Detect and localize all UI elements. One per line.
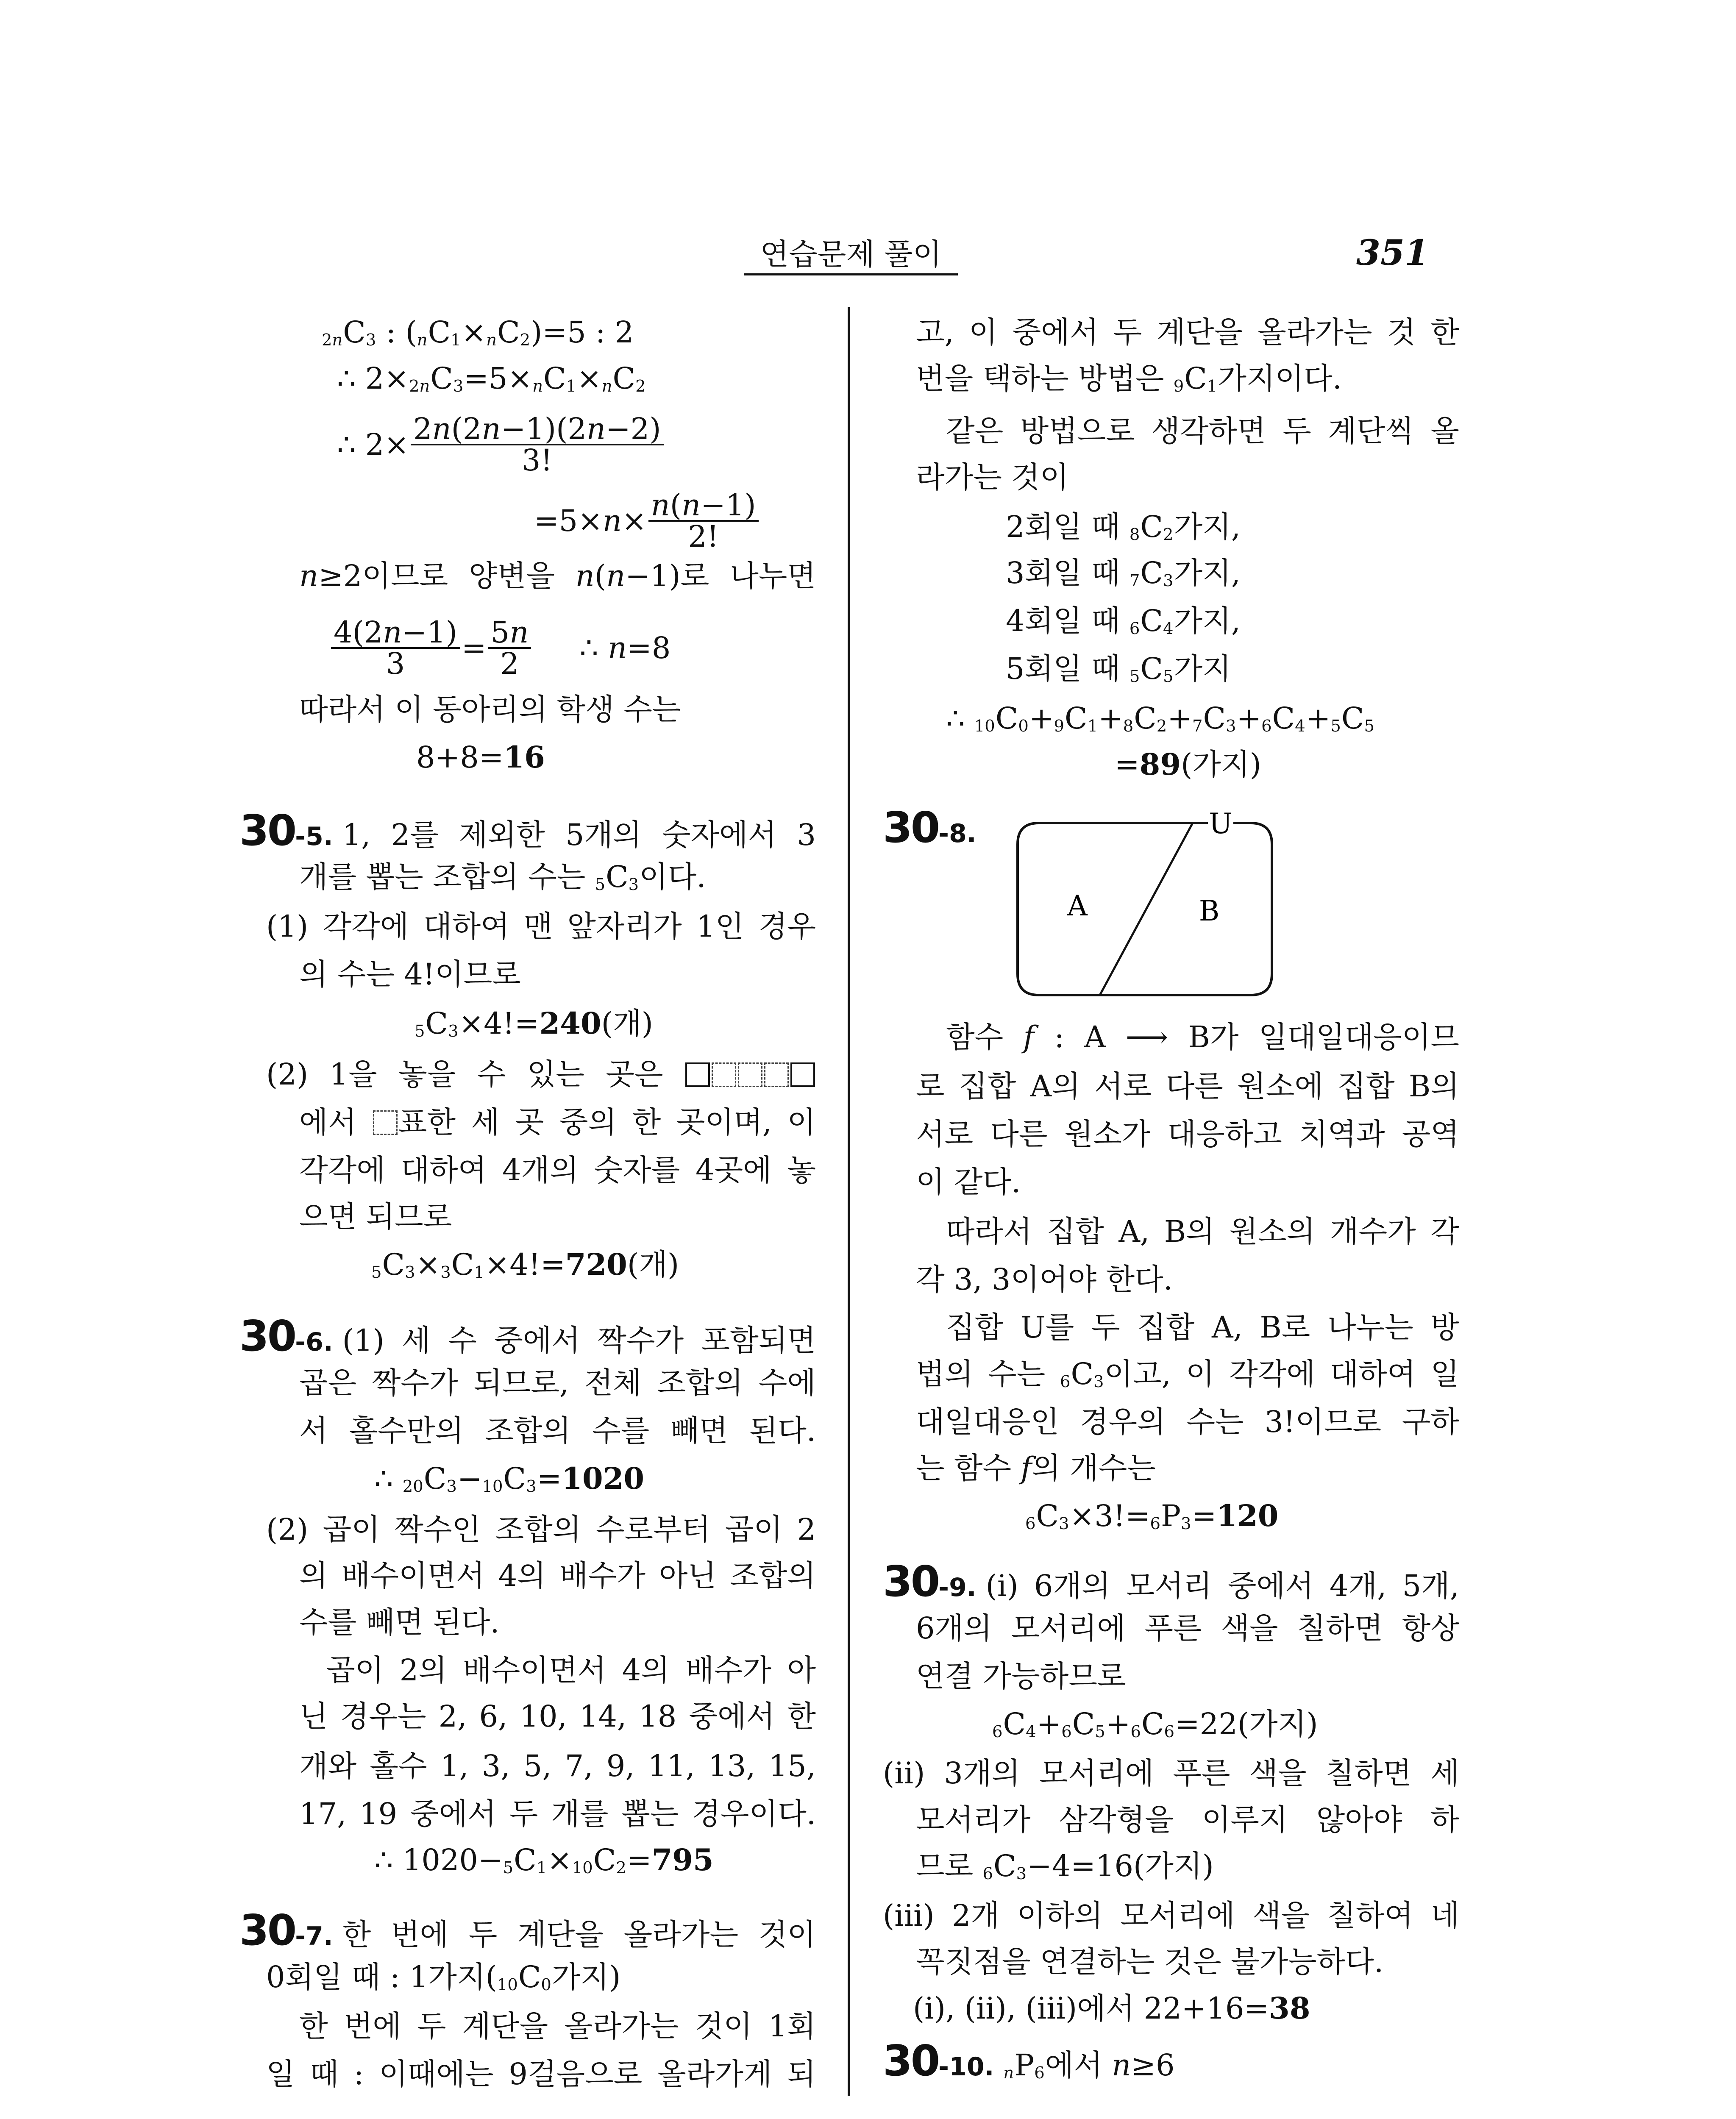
text-line xyxy=(299,1103,816,1141)
column-divider xyxy=(848,307,850,2096)
math-fraction-line xyxy=(329,616,670,680)
text-line: 한 번에 두 계단을 올라가는 것이 1회 xyxy=(299,2009,816,2044)
problem-number-sub: -6. xyxy=(295,1327,333,1357)
problem-number-sub: -9. xyxy=(938,1573,976,1602)
label-u: U xyxy=(1209,807,1232,840)
math-line: $_6C_4+_6C_5+_6C_6=22$(가지) xyxy=(992,1707,1318,1741)
text-line: 곱은 짝수가 되므로, 전체 조합의 수에 xyxy=(299,1365,816,1400)
solid-box-icon xyxy=(685,1062,710,1087)
problem-30-9-first-line xyxy=(883,1557,1459,1606)
math-line: $_6C_3\times 3!=_6P_3=120$ xyxy=(1025,1498,1279,1533)
problem-number xyxy=(239,1311,342,1361)
text-line: 닌 경우는 2, 6, 10, 14, 18 중에서 한 xyxy=(299,1699,816,1734)
text-line: 3회일 때 $_7C_3$가지, xyxy=(1006,556,1241,590)
problem-number-sub: -10. xyxy=(938,2052,994,2082)
fraction xyxy=(411,412,664,478)
text: (2) 1을 놓을 수 있는 곳은 xyxy=(266,1057,663,1092)
math-line: =89(가지) xyxy=(1115,747,1261,782)
denominator: 2 xyxy=(500,646,519,681)
text-line: 의 배수이면서 4의 배수가 아닌 조합의 xyxy=(299,1558,816,1593)
problem-number xyxy=(883,1557,986,1606)
universal-set-outline xyxy=(1018,823,1272,995)
text-line: 로 집합 A의 서로 다른 원소에 집합 B의 xyxy=(916,1069,1459,1104)
problem-number-sub: -7. xyxy=(295,1922,333,1951)
page-number: 351 xyxy=(1356,233,1429,273)
problem-number-main: 30 xyxy=(239,1905,295,1955)
label-a: A xyxy=(1067,890,1088,922)
problem-30-5-first-line xyxy=(239,806,816,855)
math-line: ∴ $_{10}C_0+_9C_1+_8C_2+_7C_3+_6C_4+_5C_5$ xyxy=(946,701,1374,736)
position-boxes xyxy=(684,1057,816,1092)
text-line: 일 때 : 이때에는 9걸음으로 올라가게 되 xyxy=(266,2057,816,2091)
text-line: 대일대응인 경우의 수는 3!이므로 구하 xyxy=(916,1404,1459,1439)
problem-number-main: 30 xyxy=(239,806,295,855)
text-line: 의 수는 4!이므로 xyxy=(299,957,521,992)
problem-number xyxy=(883,803,986,852)
text-line: 집합 U를 두 집합 A, B로 나누는 방 xyxy=(946,1310,1459,1345)
text: $_nP_6$에서 n≥6 xyxy=(1003,2048,1175,2083)
text-line: 같은 방법으로 생각하면 두 계단씩 올 xyxy=(946,414,1459,448)
text-line: 함수 f : A ⟶ B가 일대일대응이므 xyxy=(946,1020,1459,1054)
text-line: 2회일 때 $_8C_2$가지, xyxy=(1006,509,1241,544)
text: (1) 세 수 중에서 짝수가 포함되면 xyxy=(342,1323,816,1358)
text-line: 이 같다. xyxy=(916,1165,1021,1199)
math-line: ∴ $1020-_5C_1\times_{10}C_2=795$ xyxy=(374,1842,714,1877)
problem-number xyxy=(239,806,342,855)
text-line: 0회일 때 : 1가지($_{10}C_0$가지) xyxy=(266,1960,621,1994)
text-line: 연결 가능하므로 xyxy=(916,1659,1126,1694)
math-line: 8+8=16 xyxy=(416,740,545,775)
problem-number xyxy=(239,1905,342,1955)
denominator: 3! xyxy=(521,443,553,478)
math-line: ∴ $2\times_{2n}C_3=5\times_nC_1\times_nC_2$ xyxy=(337,361,646,396)
text: 에서 xyxy=(299,1105,357,1140)
text-line: 법의 수는 $_6C_3$이고, 이 각각에 대하여 일 xyxy=(916,1357,1459,1391)
text-line: n≥2이므로 양변을 n(n−1)로 나누면 xyxy=(299,559,816,593)
numerator: 2n(2n−1)(2n−2) xyxy=(411,414,664,445)
dashed-box-icon xyxy=(764,1062,789,1087)
dashed-box-icon xyxy=(373,1110,398,1135)
math-text: ∴ 2× xyxy=(337,427,409,462)
problem-number-main: 30 xyxy=(883,1557,939,1606)
problem-30-7-first-line xyxy=(239,1905,816,1955)
problem-number-main: 30 xyxy=(883,803,939,852)
text-line: (iii) 2개 이하의 모서리에 색을 칠하여 네 xyxy=(883,1898,1459,1933)
text-line: 수를 빼면 된다. xyxy=(299,1605,500,1640)
math-line: $_{2n}C_3$ : $(_nC_1\times_nC_2)=5$ : 2 xyxy=(322,315,634,350)
text-line: (ii) 3개의 모서리에 푸른 색을 칠하면 세 xyxy=(883,1756,1459,1791)
problem-30-10-first-line xyxy=(883,2036,1175,2086)
math-text: ∴ n=8 xyxy=(579,631,671,665)
text-line: 서로 다른 원소가 대응하고 치역과 공역 xyxy=(916,1117,1459,1151)
solid-box-icon xyxy=(790,1062,815,1087)
text-line: 개와 홀수 1, 3, 5, 7, 9, 11, 13, 15, xyxy=(299,1749,816,1783)
running-header-title: 연습문제 풀이 xyxy=(744,235,958,275)
text: 1, 2를 제외한 5개의 숫자에서 3 xyxy=(342,818,816,852)
text-line: 각각에 대하여 4개의 숫자를 4곳에 놓 xyxy=(299,1153,816,1187)
dashed-box-icon xyxy=(738,1062,762,1087)
text-line: 으면 되므로 xyxy=(299,1199,452,1234)
problem-number-main: 30 xyxy=(239,1311,295,1361)
fraction xyxy=(648,488,759,554)
text: (i) 6개의 모서리 중에서 4개, 5개, xyxy=(985,1568,1459,1603)
denominator: 2! xyxy=(688,519,719,554)
text-line: (1) 각각에 대하여 맨 앞자리가 1인 경우 xyxy=(266,909,816,944)
text-line: 고, 이 중에서 두 계단을 올라가는 것 한 xyxy=(916,315,1459,350)
math-line: ∴ $_{20}C_3-_{10}C_3=1020$ xyxy=(374,1461,645,1496)
text-line: 개를 뽑는 조합의 수는 $_5C_3$이다. xyxy=(299,859,706,894)
math-text: = xyxy=(461,631,487,665)
problem-30-6-first-line xyxy=(239,1311,816,1361)
text-line: 모서리가 삼각형을 이루지 않아야 하 xyxy=(916,1802,1459,1837)
numerator: 4(2n−1) xyxy=(331,617,460,649)
text-line: 꼭짓점을 연결하는 것은 불가능하다. xyxy=(916,1944,1384,1979)
text-line: 17, 19 중에서 두 개를 뽑는 경우이다. xyxy=(299,1796,816,1831)
math-text: =5×n× xyxy=(534,503,647,538)
text-line: 번을 택하는 방법은 $_9C_1$가지이다. xyxy=(916,361,1342,396)
math-fraction-line xyxy=(534,489,760,553)
text: 한 번에 두 계단을 올라가는 것이 xyxy=(342,1917,816,1952)
text-line: (i), (ii), (iii)에서 22+16=38 xyxy=(913,1991,1310,2026)
dashed-box-icon xyxy=(712,1062,736,1087)
text-line: 곱이 2의 배수이면서 4의 배수가 아 xyxy=(326,1653,816,1688)
text: 표한 세 곳 중의 한 곳이며, 이 xyxy=(398,1105,816,1140)
problem-number-sub: -8. xyxy=(938,819,976,848)
text-line: 6개의 모서리에 푸른 색을 칠하면 항상 xyxy=(916,1611,1459,1646)
text-line: 므로 $_6C_3-4=16$(가지) xyxy=(916,1849,1214,1883)
label-b: B xyxy=(1199,895,1220,927)
partition-line xyxy=(1100,823,1193,995)
math-line: $_5C_3\times_3C_1\times 4!=720$(개) xyxy=(371,1247,679,1282)
text-line: 는 함수 f의 개수는 xyxy=(916,1451,1156,1485)
numerator: 5n xyxy=(488,617,531,649)
text-line: 5회일 때 $_5C_5$가지 xyxy=(1006,651,1231,686)
venn-diagram xyxy=(1009,805,1284,1004)
text-line: 서 홀수만의 조합의 수를 빼면 된다. xyxy=(299,1413,816,1448)
math-fraction-line xyxy=(337,413,665,476)
denominator: 3 xyxy=(386,646,405,681)
text-line: 각 3, 3이어야 한다. xyxy=(916,1262,1173,1297)
fraction xyxy=(488,617,531,679)
text-line: 4회일 때 $_6C_4$가지, xyxy=(1006,603,1241,638)
math-line: $_5C_3\times 4!=240$(개) xyxy=(415,1006,653,1041)
text-line: 따라서 이 동아리의 학생 수는 xyxy=(299,692,681,727)
text-line: 따라서 집합 A, B의 원소의 개수가 각 xyxy=(946,1214,1459,1249)
problem-30-8-label xyxy=(883,803,986,852)
problem-number xyxy=(883,2036,1003,2086)
text-line: 라가는 것이 xyxy=(916,460,1069,495)
problem-number-main: 30 xyxy=(883,2036,939,2086)
numerator: n(n−1) xyxy=(648,490,759,522)
text-line: (2) 곱이 짝수인 조합의 수로부터 곱이 2 xyxy=(266,1512,816,1547)
problem-number-sub: -5. xyxy=(295,822,333,851)
text-line xyxy=(266,1055,816,1093)
fraction xyxy=(331,617,460,679)
